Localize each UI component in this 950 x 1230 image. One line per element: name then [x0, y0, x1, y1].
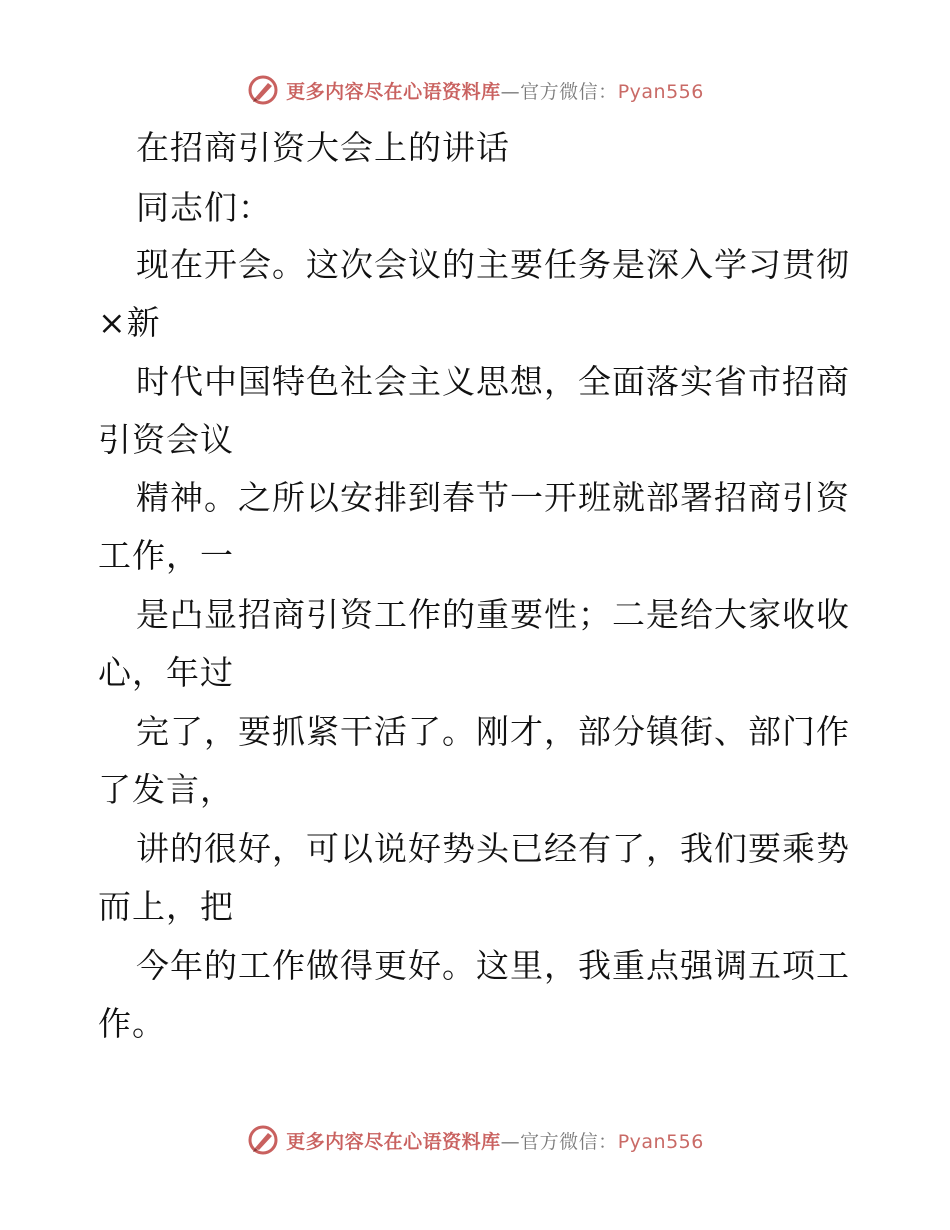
paragraph-line: 今年的工作做得更好。这里，我重点强调五项工 — [136, 946, 850, 985]
paragraph-line: 完了，要抓紧干活了。刚才，部分镇街、部门作 — [136, 712, 850, 751]
paragraph-line: ×新 — [98, 303, 161, 342]
document-title: 在招商引资大会上的讲话 — [136, 128, 510, 167]
paragraph-line: 而上，把 — [98, 887, 234, 926]
footer-watermark — [0, 1120, 950, 1160]
watermark-dash: — — [500, 1130, 521, 1153]
paragraph-line: 现在开会。这次会议的主要任务是深入学习贯彻 — [136, 245, 850, 284]
watermark-brand: 更多内容尽在心语资料库 — [286, 1130, 501, 1153]
watermark-label: 官方微信： — [520, 1130, 618, 1153]
watermark-brand: 更多内容尽在心语资料库 — [286, 80, 501, 103]
watermark-dash: — — [500, 80, 521, 103]
paragraph-line: 作。 — [98, 1004, 166, 1043]
watermark-account: Pyan556 — [617, 1130, 704, 1153]
paragraph-line: 工作，一 — [98, 536, 234, 575]
watermark-label: 官方微信： — [520, 80, 618, 103]
pen-logo-icon — [246, 1123, 280, 1157]
paragraph-line: 精神。之所以安排到春节一开班就部署招商引资 — [136, 478, 850, 517]
paragraph-line: 引资会议 — [98, 420, 234, 459]
paragraph-line: 心，年过 — [98, 653, 234, 692]
paragraph-line: 时代中国特色社会主义思想，全面落实省市招商 — [136, 362, 850, 401]
salutation: 同志们： — [136, 188, 272, 227]
paragraph-line: 讲的很好，可以说好势头已经有了，我们要乘势 — [136, 829, 850, 868]
watermark-account: Pyan556 — [617, 80, 704, 103]
paragraph-line: 了发言， — [98, 770, 234, 809]
paragraph-line: 是凸显招商引资工作的重要性；二是给大家收收 — [136, 595, 850, 634]
